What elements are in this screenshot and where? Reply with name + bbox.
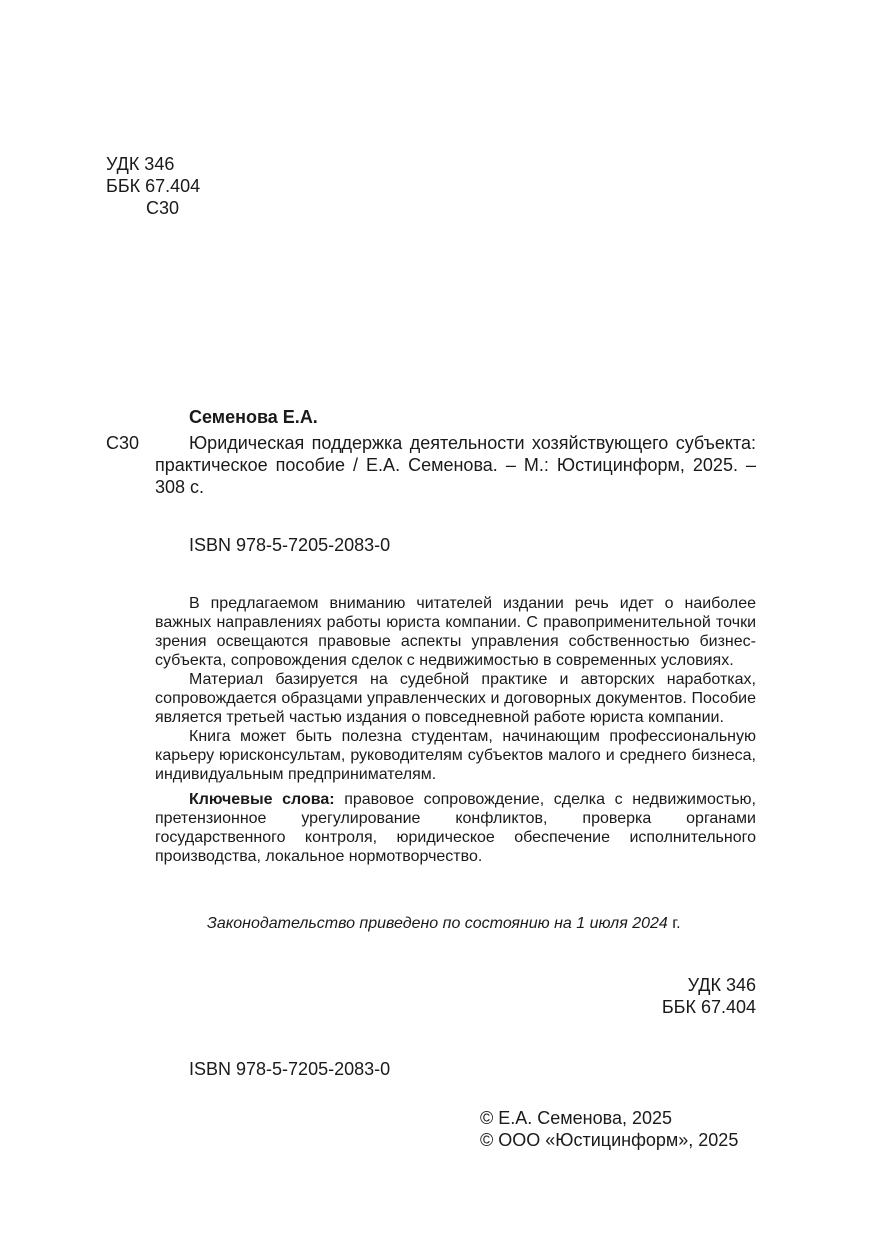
keywords (155, 790, 756, 866)
footer-bbk: ББК 67.404 (661, 997, 756, 1017)
bibliographic-mark: С30 (106, 433, 140, 453)
annotation (155, 594, 756, 866)
copyright-publisher: © ООО «Юстицинформ», 2025 (480, 1130, 739, 1150)
annotation-paragraph: Книга может быть полезна студентам, начинающим профессиональную карьеру юрисконсультам, руководителям субъектов малого и среднего бизнеса, индивидуальным предпринимателям. (155, 728, 756, 783)
law-note-suffix: г. (667, 915, 681, 932)
annotation-paragraph: В предлагаемом вниманию читателей издании речь идет о наиболее важных направлениях работы юриста компании. С правоприменительной точки зрения освещаются правовые аспекты управления собственностью бизнес-субъекта, сопровождения сделок с недвижимостью в современных условиях. (155, 595, 756, 669)
keywords-text: правовое сопровождение, сделка с недвижимостью, претензионное урегулирование конфликтов, проверка органами государственного контроля, юридическое обеспечение исполнительного производства, локальное нормотворчество. (155, 791, 756, 865)
author-mark: С30 (146, 198, 180, 218)
law-note (207, 914, 681, 933)
footer-codes (662, 974, 756, 1018)
isbn-bottom: ISBN 978-5-7205-2083-0 (189, 1059, 391, 1079)
law-note-text: Законодательство приведено по состоянию на 1 июля 2024 (207, 915, 668, 932)
author-name: Семенова Е.А. (189, 407, 318, 427)
copyright-block (480, 1107, 738, 1151)
udk-code: УДК 346 (106, 154, 175, 174)
bbk-code: ББК 67.404 (106, 176, 201, 196)
isbn-top: ISBN 978-5-7205-2083-0 (189, 535, 391, 555)
header-codes (106, 153, 200, 219)
annotation-paragraph: Материал базируется на судебной практике и авторских наработках, сопровождается образцами управленческих и договорных документов. Пособие является третьей частью издания о повседневной работе юриста компании. (155, 671, 756, 726)
footer-udk: УДК 346 (687, 975, 756, 995)
copyright-author: © Е.А. Семенова, 2025 (480, 1108, 673, 1128)
keywords-label: Ключевые слова: (189, 791, 335, 808)
bibliographic-description: Юридическая поддержка деятельности хозяйствующего субъекта: практическое пособие / Е.А. Семенова. – М.: Юстицинформ, 2025. – 308 с. (155, 433, 756, 497)
